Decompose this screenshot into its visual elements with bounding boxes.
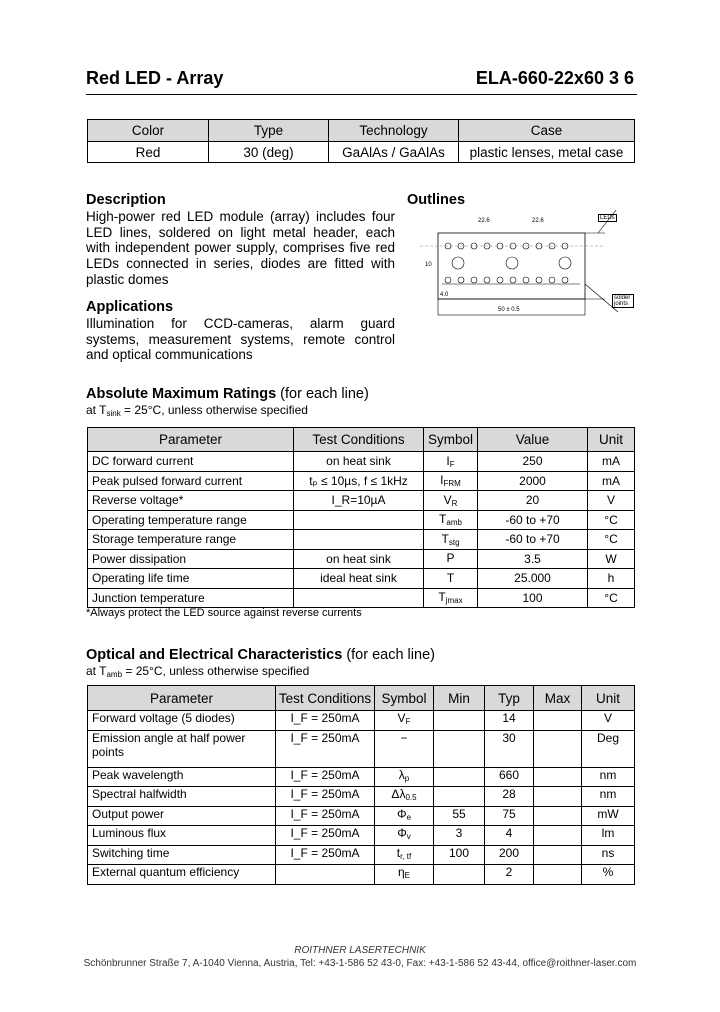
min-cell	[434, 865, 485, 885]
table-row	[88, 730, 635, 767]
max-cell	[534, 730, 582, 767]
unit-cell: W	[588, 549, 635, 569]
symbol: P	[446, 551, 455, 566]
unit-cell: %	[582, 865, 635, 885]
summary-header: Color	[88, 120, 209, 142]
column-header: Unit	[582, 686, 635, 711]
symbol-cell	[375, 845, 434, 865]
oec-heading-text: Optical and Electrical Characteristics	[86, 647, 343, 663]
summary-header: Technology	[329, 120, 459, 142]
value-cell: -60 to +70	[478, 530, 588, 550]
symbol: T	[439, 512, 447, 527]
test-conditions-cell: I_F = 250mA	[276, 826, 375, 846]
table-row	[88, 491, 635, 511]
symbol-subscript: p	[404, 773, 410, 783]
test-conditions-cell: I_F = 250mA	[276, 767, 375, 787]
symbol-subscript: F	[449, 459, 455, 469]
table-row	[88, 549, 635, 569]
symbol: Φ	[397, 826, 407, 840]
table-row	[88, 569, 635, 589]
table-row	[88, 787, 635, 807]
amr-conditions	[86, 403, 308, 418]
symbol: λ	[398, 767, 405, 782]
min-cell	[434, 730, 485, 767]
test-conditions-cell: I_F = 250mA	[276, 730, 375, 767]
symbol-cell	[424, 530, 478, 550]
parameter-cell: Operating temperature range	[88, 510, 294, 530]
typ-cell: 75	[485, 806, 534, 826]
value-cell: 100	[478, 588, 588, 608]
symbol-subscript: amb	[446, 518, 462, 528]
table-row	[88, 530, 635, 550]
value-cell: 250	[478, 452, 588, 472]
table-row	[88, 845, 635, 865]
table-row	[88, 711, 635, 731]
max-cell	[534, 787, 582, 807]
optical-electrical-table	[87, 685, 635, 885]
dim-label: 4.0	[440, 292, 449, 298]
symbol: Δλ	[391, 787, 406, 801]
symbol-cell	[424, 452, 478, 472]
typ-cell: 28	[485, 787, 534, 807]
unit-cell: °C	[588, 510, 635, 530]
test-conditions-cell: I_F = 250mA	[276, 787, 375, 807]
unit-cell: mA	[588, 452, 635, 472]
typ-cell: 30	[485, 730, 534, 767]
symbol: I	[446, 453, 450, 468]
column-header: Unit	[588, 428, 635, 452]
parameter-cell: Peak pulsed forward current	[88, 471, 294, 491]
typ-cell: 200	[485, 845, 534, 865]
symbol: −	[400, 730, 408, 745]
symbol: t	[396, 845, 401, 860]
test-conditions-cell: ideal heat sink	[294, 569, 424, 589]
amr-heading	[86, 386, 369, 402]
symbol-subscript: FRM	[443, 479, 461, 489]
unit-cell: mA	[588, 471, 635, 491]
unit-cell: V	[582, 711, 635, 731]
max-cell	[534, 767, 582, 787]
footer-address: Schönbrunner Straße 7, A-1040 Vienna, Austria, Tel: +43-1-586 52 43-0, Fax: +43-1-586 52 43-44, office@roithner-laser.com	[83, 958, 637, 969]
summary-cell: 30 (deg)	[209, 142, 329, 163]
symbol-cell	[375, 787, 434, 807]
symbol-cell	[424, 549, 478, 569]
parameter-cell: External quantum efficiency	[88, 865, 276, 885]
symbol-cell	[375, 767, 434, 787]
cond-text: = 25°C, unless otherwise specified	[122, 664, 310, 678]
symbol-cell	[375, 865, 434, 885]
dim-label: 22.6	[478, 218, 490, 224]
summary-cell: Red	[88, 142, 209, 163]
max-cell	[534, 826, 582, 846]
unit-cell: mW	[582, 806, 635, 826]
oec-conditions	[86, 664, 309, 679]
table-row	[88, 826, 635, 846]
parameter-cell: Forward voltage (5 diodes)	[88, 711, 276, 731]
summary-header: Type	[209, 120, 329, 142]
test-conditions-cell	[294, 510, 424, 530]
outline-drawing	[420, 210, 635, 320]
test-conditions-cell: on heat sink	[294, 452, 424, 472]
dim-label: 50 ± 0.5	[498, 307, 520, 313]
test-conditions-cell	[276, 865, 375, 885]
unit-cell: °C	[588, 588, 635, 608]
unit-cell: Deg	[582, 730, 635, 767]
symbol: T	[446, 570, 455, 585]
min-cell: 3	[434, 826, 485, 846]
column-header: Parameter	[88, 428, 294, 452]
symbol-subscript: R	[451, 498, 458, 508]
doc-title: Red LED - Array	[86, 68, 224, 88]
test-conditions-cell	[294, 588, 424, 608]
outlines-heading: Outlines	[407, 192, 466, 208]
parameter-cell: Emission angle at half power points	[88, 730, 276, 767]
unit-cell: lm	[582, 826, 635, 846]
symbol-cell	[375, 806, 434, 826]
typ-cell: 2	[485, 865, 534, 885]
part-number: ELA-660-22x60 3 6	[475, 68, 634, 88]
symbol: T	[441, 531, 449, 546]
column-header: Min	[434, 686, 485, 711]
parameter-cell: Storage temperature range	[88, 530, 294, 550]
cond-text: at T	[86, 664, 107, 678]
max-cell	[534, 865, 582, 885]
symbol-subscript: F	[405, 717, 411, 726]
table-row	[88, 806, 635, 826]
value-cell: 2000	[478, 471, 588, 491]
symbol-cell	[375, 711, 434, 731]
unit-cell: ns	[582, 845, 635, 865]
min-cell	[434, 787, 485, 807]
column-header: Value	[478, 428, 588, 452]
description-heading: Description	[86, 192, 166, 208]
test-conditions-cell: I_F = 250mA	[276, 806, 375, 826]
symbol-cell	[424, 569, 478, 589]
symbol: I	[440, 473, 444, 488]
typ-cell: 4	[485, 826, 534, 846]
symbol: T	[438, 590, 446, 605]
applications-text: Illumination for CCD-cameras, alarm guard systems, measurement systems, remote control and optical communications	[86, 316, 395, 363]
cond-sub: amb	[106, 670, 123, 679]
value-cell: 3.5	[478, 549, 588, 569]
symbol-cell	[375, 730, 434, 767]
typ-cell: 14	[485, 711, 534, 731]
symbol-subscript: v	[406, 832, 411, 841]
unit-cell: nm	[582, 767, 635, 787]
symbol-cell	[375, 826, 434, 846]
footer-company: ROITHNER LASERTECHNIK	[294, 945, 426, 956]
parameter-cell: Switching time	[88, 845, 276, 865]
summary-table	[87, 119, 635, 163]
absolute-max-ratings-table	[87, 427, 635, 608]
test-conditions-cell: I_F = 250mA	[276, 845, 375, 865]
min-cell	[434, 711, 485, 731]
header-rule	[86, 94, 637, 95]
unit-cell: °C	[588, 530, 635, 550]
column-header: Symbol	[375, 686, 434, 711]
column-header: Max	[534, 686, 582, 711]
table-row	[88, 767, 635, 787]
parameter-cell: Junction temperature	[88, 588, 294, 608]
value-cell: 25.000	[478, 569, 588, 589]
table-row	[88, 452, 635, 472]
symbol: V	[443, 492, 452, 507]
symbol: η	[397, 865, 405, 879]
symbol: Φ	[396, 806, 407, 821]
parameter-cell: Peak wavelength	[88, 767, 276, 787]
table-row	[88, 471, 635, 491]
symbol-subscript: e	[406, 812, 412, 822]
max-cell	[534, 806, 582, 826]
value-cell: -60 to +70	[478, 510, 588, 530]
unit-cell: nm	[582, 787, 635, 807]
column-header: Parameter	[88, 686, 276, 711]
applications-heading: Applications	[86, 299, 174, 315]
value-cell: 20	[478, 491, 588, 511]
description-text: High-power red LED module (array) includes four LED lines, soldered on light metal header, each with independent power supply, comprises five red LEDs connected in series, diodes are fitted with plastic domes	[86, 209, 395, 287]
amr-heading-note: (for each line)	[280, 386, 369, 402]
unit-cell: h	[588, 569, 635, 589]
parameter-cell: Reverse voltage*	[88, 491, 294, 511]
summary-cell: GaAlAs / GaAlAs	[329, 142, 459, 163]
parameter-cell: Spectral halfwidth	[88, 787, 276, 807]
unit-cell: V	[588, 491, 635, 511]
amr-footnote: *Always protect the LED source against reverse currents	[86, 607, 362, 619]
symbol-subscript: jmax	[445, 596, 463, 606]
table-row	[88, 510, 635, 530]
column-header: Test Conditions	[294, 428, 424, 452]
typ-cell: 660	[485, 767, 534, 787]
parameter-cell: DC forward current	[88, 452, 294, 472]
test-conditions-cell: on heat sink	[294, 549, 424, 569]
min-cell: 55	[434, 806, 485, 826]
min-cell: 100	[434, 845, 485, 865]
test-conditions-cell	[294, 530, 424, 550]
parameter-cell: Output power	[88, 806, 276, 826]
symbol: V	[397, 711, 406, 725]
symbol-subscript: 0.5	[405, 793, 417, 802]
symbol-subscript: r, tf	[400, 851, 412, 861]
max-cell	[534, 845, 582, 865]
solder-callout: solder joints	[612, 294, 634, 308]
max-cell	[534, 711, 582, 731]
test-conditions-cell: tₚ ≤ 10µs, f ≤ 1kHz	[294, 471, 424, 491]
symbol-subscript: stg	[448, 537, 460, 547]
dim-label: 22.6	[532, 218, 544, 224]
symbol-cell	[424, 510, 478, 530]
oec-heading-note: (for each line)	[346, 647, 435, 663]
min-cell	[434, 767, 485, 787]
summary-header: Case	[459, 120, 635, 142]
test-conditions-cell: I_R=10µA	[294, 491, 424, 511]
table-row	[88, 588, 635, 608]
parameter-cell: Luminous flux	[88, 826, 276, 846]
symbol-cell	[424, 588, 478, 608]
symbol-cell	[424, 491, 478, 511]
parameter-cell: Operating life time	[88, 569, 294, 589]
test-conditions-cell: I_F = 250mA	[276, 711, 375, 731]
column-header: Typ	[485, 686, 534, 711]
column-header: Test Conditions	[276, 686, 375, 711]
cond-text: at T	[86, 403, 107, 417]
parameter-cell: Power dissipation	[88, 549, 294, 569]
amr-heading-text: Absolute Maximum Ratings	[86, 386, 277, 402]
dim-label: 10	[425, 262, 432, 268]
symbol-cell	[424, 471, 478, 491]
leds-callout: LEDs	[600, 215, 615, 221]
column-header: Symbol	[424, 428, 478, 452]
cond-text: = 25°C, unless otherwise specified	[120, 403, 308, 417]
oec-heading	[86, 647, 435, 663]
summary-cell: plastic lenses, metal case	[459, 142, 635, 163]
table-row	[88, 865, 635, 885]
cond-sub: sink	[106, 409, 121, 418]
symbol-subscript: E	[404, 871, 411, 880]
